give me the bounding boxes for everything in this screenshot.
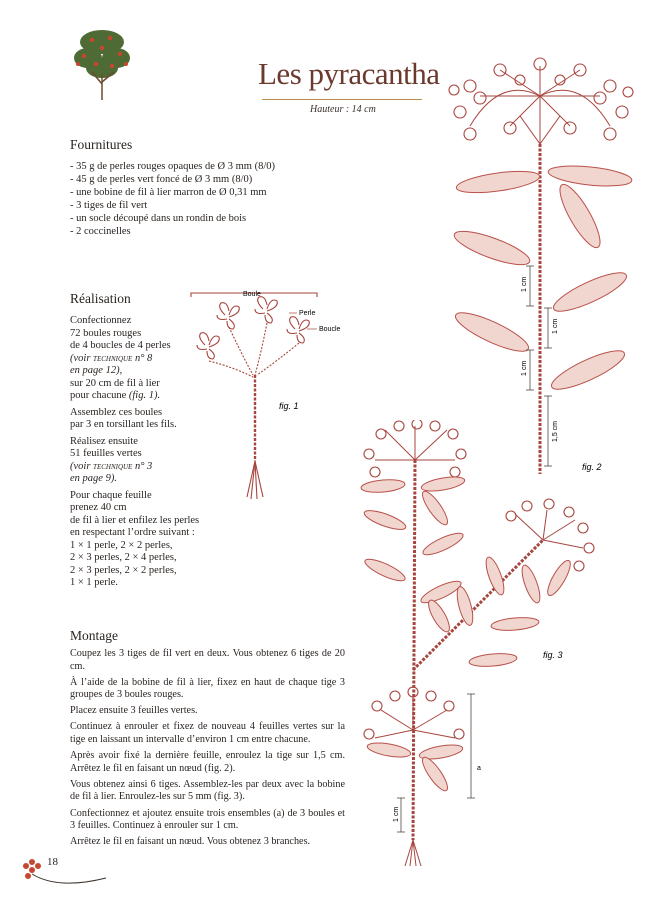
fig3-label: fig. 3 — [543, 650, 563, 660]
real-fig-ref: (fig. 1). — [128, 390, 161, 401]
real-ref: technique — [93, 352, 133, 364]
supplies-list — [70, 160, 275, 238]
real-ref: en page 12), — [70, 365, 123, 376]
fig1-perle-label: Perle — [299, 310, 316, 317]
montage-text — [70, 648, 345, 852]
fig1-boule-label: Boule — [243, 291, 261, 298]
fig1-diagram — [185, 283, 355, 503]
montage-paragraph: Placez ensuite 3 feuilles vertes. — [70, 705, 198, 717]
montage-paragraph: Arrêtez le fil en faisant un nœud. Vous obtenez 3 branches. — [70, 836, 311, 848]
height-subtitle: Hauteur : 14 cm — [310, 104, 376, 115]
montage-paragraph: À l’aide de la bobine de fil à lier, fixez en haut de chaque tige 3 groupes de 3 boules rouges. — [70, 676, 345, 701]
montage-paragraph: Vous obtenez ainsi 6 tiges. Assemblez-les par deux avec la bobine de fil à lier. Enroulez-les sur 5 mm (fig. 3). — [70, 778, 345, 803]
page-number: 18 — [47, 856, 58, 868]
real-line: 2 × 3 perles, 2 × 2 perles, — [70, 564, 177, 576]
real-line: pour chacune — [70, 390, 127, 401]
berry-sprig-icon — [18, 856, 108, 892]
fig2-dim-1: 1 cm — [521, 276, 528, 292]
real-ref: n° 8 — [134, 352, 153, 364]
pyracantha-bush-illustration — [62, 24, 142, 104]
montage-heading: Montage — [70, 628, 118, 643]
montage-paragraph: Confectionnez et ajoutez ensuite trois ensembles (a) de 3 boules et 3 feuilles. Continuez à enrouler sur 1 cm. — [70, 807, 345, 832]
fig2-label: fig. 2 — [582, 462, 602, 472]
real-ref: technique — [93, 460, 133, 472]
real-line: 51 feuilles vertes — [70, 448, 142, 459]
supply-item: - une bobine de fil à lier marron de Ø 0,31 mm — [70, 186, 275, 199]
fig3-diagram — [355, 420, 615, 868]
montage-paragraph: Après avoir fixé la dernière feuille, enroulez la tige sur 1,5 cm. Arrêtez le fil en faisant un nœud (fig. 2). — [70, 750, 345, 774]
real-line: prenez 40 cm — [70, 502, 127, 513]
supply-item: - 3 tiges de fil vert — [70, 199, 275, 212]
real-line: 72 boules rouges — [70, 327, 142, 339]
real-line: Pour chaque feuille — [70, 489, 152, 501]
real-ref: n° 3 — [134, 460, 153, 472]
supply-item: - 35 g de perles rouges opaques de Ø 3 mm (8/0) — [70, 160, 275, 173]
supply-item: - 45 g de perles vert foncé de Ø 3 mm (8/0) — [70, 173, 275, 186]
real-line: Assemblez ces boules — [70, 406, 163, 418]
real-line: 2 × 3 perles, 2 × 4 perles, — [70, 552, 177, 563]
montage-paragraph: Continuez à enrouler et fixez de nouveau 4 feuilles vertes sur la tige en laissant un intervalle d’environ 1 cm entre chacune. — [70, 721, 345, 746]
fig3-marker-a: a — [477, 765, 481, 772]
real-ref: (voir — [70, 460, 91, 472]
fig2-dim-2: 1 cm — [552, 318, 559, 334]
fig2-dim-3: 1 cm — [521, 360, 528, 376]
montage-paragraph: Coupez les 3 tiges de fil vert en deux. Vous obtenez 6 tiges de 20 cm. — [70, 648, 345, 672]
supply-item: - 2 coccinelles — [70, 225, 275, 238]
real-line: de fil à lier et enfilez les perles — [70, 514, 200, 526]
fig1-boucle-label: Boucle — [319, 326, 341, 333]
real-line: 1 × 1 perle. — [70, 577, 118, 588]
fig1-label: fig. 1 — [279, 401, 299, 411]
real-line: Réalisez ensuite — [70, 435, 138, 447]
real-ref: (voir — [70, 352, 91, 364]
fig3-dim: 1 cm — [393, 806, 400, 822]
real-line: de 4 boucles de 4 perles — [70, 340, 171, 351]
fig2-diagram — [440, 56, 652, 482]
page-title: Les pyracantha — [258, 56, 440, 91]
fournitures-heading: Fournitures — [70, 137, 133, 152]
real-line: par 3 en torsillant les fils. — [70, 419, 177, 430]
realisation-heading: Réalisation — [70, 291, 131, 306]
real-line: en respectant l’ordre suivant : — [70, 527, 195, 538]
title-divider — [262, 99, 422, 100]
supply-item: - un socle découpé dans un rondin de bois — [70, 212, 275, 225]
real-ref: en page 9). — [70, 473, 117, 484]
real-line: sur 20 cm de fil à lier — [70, 377, 160, 389]
real-line: 1 × 1 perle, 2 × 2 perles, — [70, 539, 173, 551]
real-line: Confectionnez — [70, 315, 132, 326]
fig2-dim-4: 1,5 cm — [552, 420, 559, 442]
